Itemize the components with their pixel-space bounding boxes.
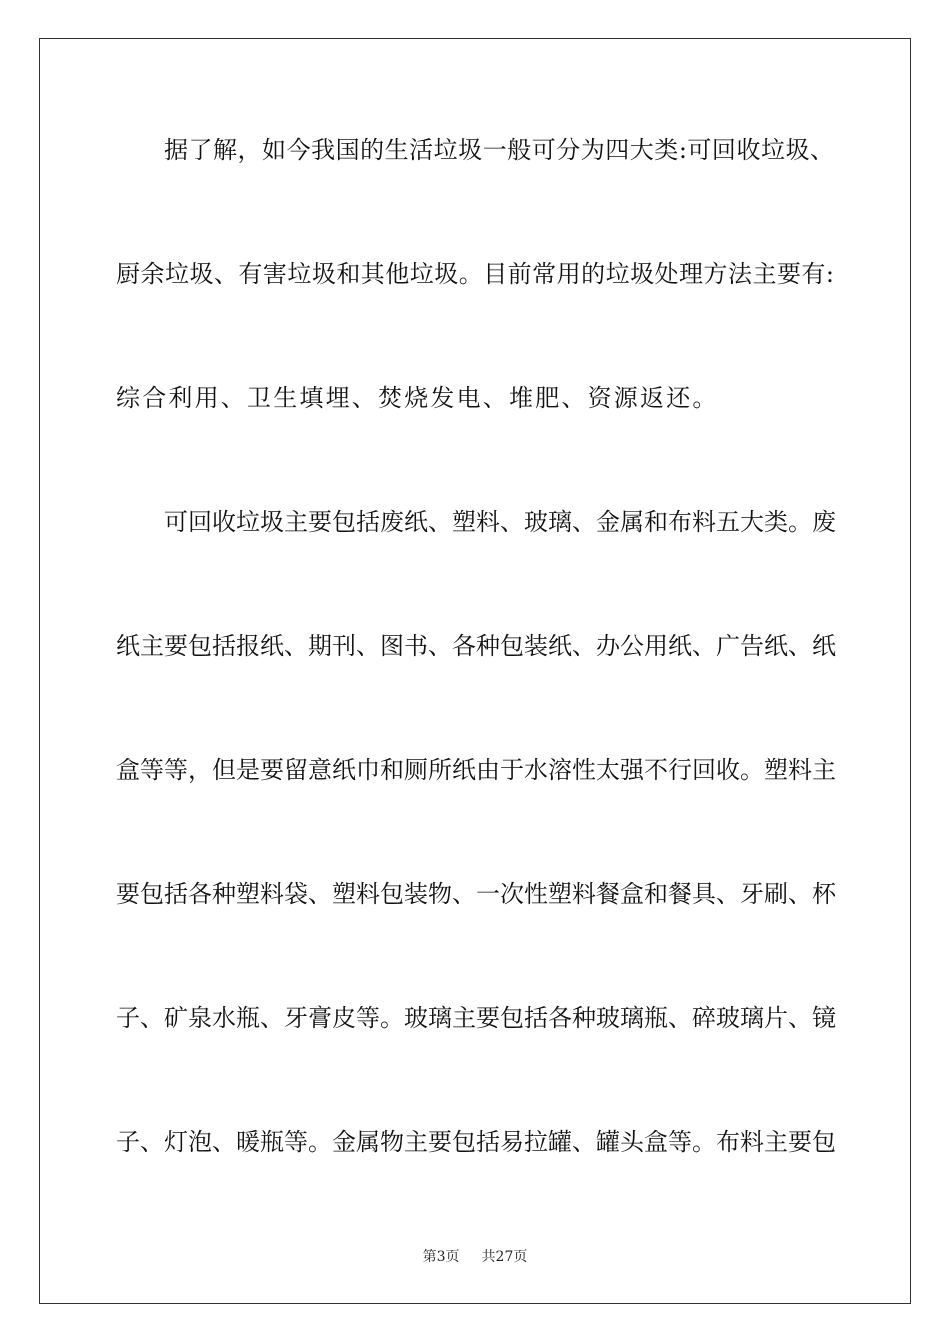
- paragraph-2-line-6: 子、灯泡、暖瓶等。金属物主要包括易拉罐、罐头盒等。布料主要包: [116, 1128, 836, 1156]
- paragraph-1-line-3: 综合利用、卫生填埋、焚烧发电、堆肥、资源返还。: [116, 384, 719, 412]
- page-footer: [0, 1248, 950, 1266]
- page-total: 共27页: [481, 1249, 528, 1265]
- paragraph-1-line-1: 据了解，如今我国的生活垃圾一般可分为四大类:可回收垃圾、: [164, 136, 834, 164]
- page-border: [39, 38, 911, 1304]
- paragraph-2-line-1: 可回收垃圾主要包括废纸、塑料、玻璃、金属和布料五大类。废: [164, 508, 836, 536]
- paragraph-2-line-5: 子、矿泉水瓶、牙膏皮等。玻璃主要包括各种玻璃瓶、碎玻璃片、镜: [116, 1004, 836, 1032]
- paragraph-1-line-2: 厨余垃圾、有害垃圾和其他垃圾。目前常用的垃圾处理方法主要有:: [116, 260, 834, 288]
- page-number: 第3页: [422, 1249, 460, 1265]
- paragraph-2-line-2: 纸主要包括报纸、期刊、图书、各种包装纸、办公用纸、广告纸、纸: [116, 632, 836, 660]
- paragraph-2-line-4: 要包括各种塑料袋、塑料包装物、一次性塑料餐盒和餐具、牙刷、杯: [116, 880, 836, 908]
- paragraph-2-line-3: 盒等等，但是要留意纸巾和厕所纸由于水溶性太强不行回收。塑料主: [116, 756, 836, 784]
